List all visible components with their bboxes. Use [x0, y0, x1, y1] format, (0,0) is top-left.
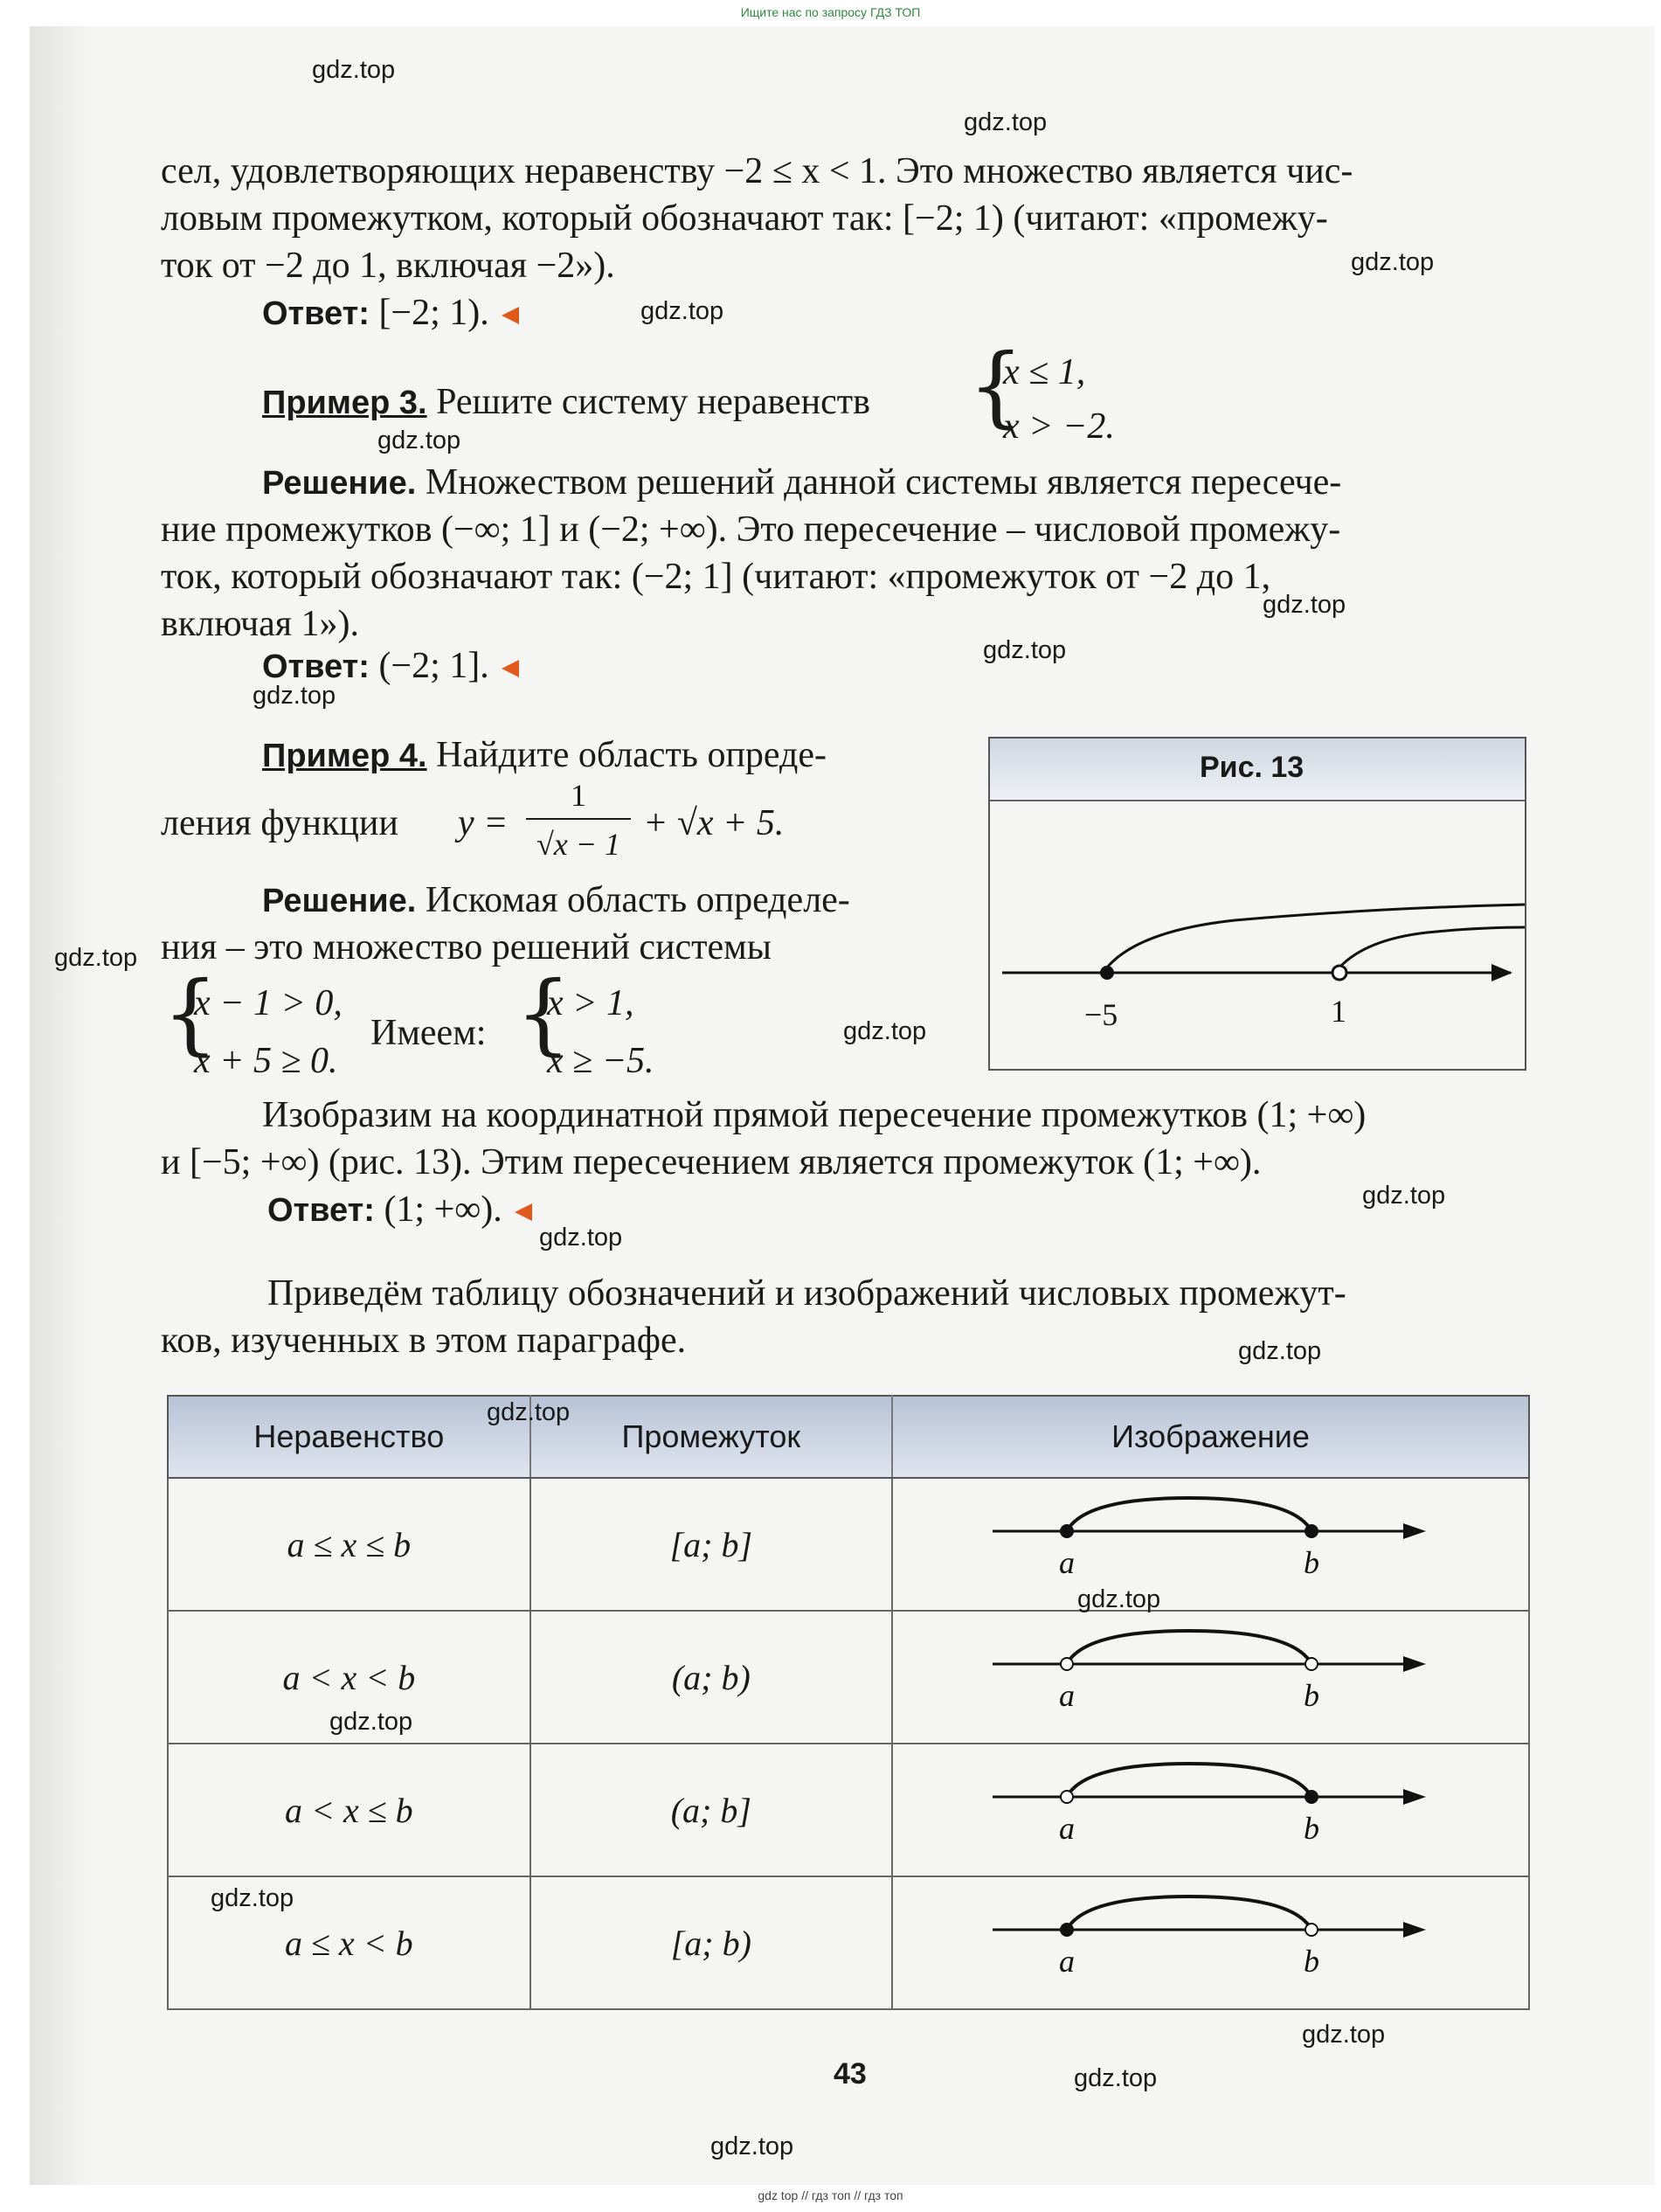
- example-4-heading: [262, 732, 827, 779]
- example-label: Пример 3.: [262, 385, 427, 421]
- point-label: a: [1058, 1545, 1075, 1580]
- system-line: x − 1 > 0,: [194, 983, 343, 1023]
- table-row: [168, 1744, 1529, 1876]
- closed-point: [1100, 966, 1114, 980]
- watermark: gdz.top: [539, 1224, 623, 1252]
- watermark: gdz.top: [843, 1017, 927, 1045]
- point-label: b: [1303, 1678, 1319, 1713]
- watermark: gdz.top: [329, 1708, 413, 1736]
- open-point: [1061, 1658, 1073, 1670]
- solution-label: Решение.: [262, 883, 417, 919]
- point-label: a: [1058, 1944, 1075, 1979]
- text-line: Приведём таблицу обозначений и изображений числовых промежут-: [267, 1273, 1346, 1314]
- text-line: Изобразим на координатной прямой пересечение промежутков (1; +∞): [262, 1095, 1367, 1135]
- system-brace-icon: {: [516, 962, 571, 1064]
- interval-cell: [a; b): [530, 1876, 892, 2009]
- interval-arc: [1339, 927, 1525, 967]
- point-label: b: [1303, 1811, 1319, 1846]
- example-text: Решите систему неравенств: [436, 382, 870, 422]
- interval-arc: [1067, 1764, 1311, 1797]
- interval-diagram: [993, 1753, 1429, 1858]
- interval-cell: (a; b): [530, 1611, 892, 1744]
- watermark: gdz.top: [1362, 1182, 1446, 1210]
- text-line: Найдите область опреде-: [436, 735, 827, 775]
- figure-caption: Рис. 13: [1200, 751, 1305, 784]
- text-line: ления функции: [161, 803, 398, 843]
- answer-value: (1; +∞).: [384, 1189, 502, 1230]
- system-line: x + 5 ≥ 0.: [194, 1041, 338, 1081]
- text-line: ловым промежутком, который обозначают так: [−2; 1) (читают: «промежу-: [161, 198, 1328, 239]
- solution-3: [262, 460, 1341, 506]
- column-header: Изображение: [892, 1396, 1529, 1478]
- axis-arrow-icon: [1403, 1656, 1426, 1672]
- example-label: Пример 4.: [262, 738, 427, 774]
- interval-diagram: [993, 1886, 1429, 1991]
- point-label: b: [1303, 1545, 1319, 1580]
- footer-note: gdz top // гдз топ // гдз топ: [758, 2188, 903, 2202]
- answer-label: Ответ:: [262, 648, 370, 685]
- open-point: [1305, 1658, 1318, 1670]
- answer-value: [−2; 1).: [378, 293, 489, 333]
- column-header: Неравенство: [168, 1396, 530, 1478]
- watermark: gdz.top: [1077, 1585, 1161, 1613]
- watermark: gdz.top: [54, 944, 138, 972]
- text-line: Имеем:: [370, 1013, 487, 1053]
- axis-arrow-icon: [1403, 1922, 1426, 1938]
- example-3-heading: [262, 379, 870, 426]
- text-line: ния – это множество решений системы: [161, 927, 772, 967]
- answer-4: [267, 1187, 532, 1233]
- text-line: ков, изученных в этом параграфе.: [161, 1321, 687, 1361]
- interval-cell: [a; b]: [530, 1478, 892, 1611]
- point-label: a: [1058, 1811, 1075, 1846]
- interval-arc: [1067, 1498, 1311, 1531]
- end-marker-icon: [502, 660, 519, 677]
- text-line: Множеством решений данной системы является пересече-: [425, 462, 1342, 503]
- text-line: ние промежутков (−∞; 1] и (−2; +∞). Это пересечение – числовой промежу-: [161, 510, 1341, 550]
- text-line: сел, удовлетворяющих неравенству −2 ≤ x < 1. Это множество является чис-: [161, 151, 1353, 191]
- image-cell: [892, 1611, 1529, 1744]
- fraction-numerator: 1: [571, 778, 586, 813]
- watermark: gdz.top: [211, 1884, 294, 1912]
- column-header: Промежуток: [530, 1396, 892, 1478]
- point-label: −5: [1084, 997, 1118, 1032]
- text-line: включая 1»).: [161, 604, 360, 644]
- axis-arrow-icon: [1403, 1789, 1426, 1805]
- open-point: [1061, 1791, 1073, 1803]
- interval-diagram: [993, 1620, 1429, 1725]
- interval-arc: [1107, 905, 1525, 967]
- watermark: gdz.top: [1074, 2064, 1158, 2092]
- solution-4: [262, 877, 850, 924]
- point-label: a: [1058, 1678, 1075, 1713]
- closed-point: [1305, 1791, 1318, 1803]
- interval-arc: [1067, 1896, 1311, 1930]
- end-marker-icon: [502, 307, 519, 324]
- fraction-denominator: √x − 1: [536, 827, 621, 862]
- system-brace-icon: {: [968, 335, 1024, 437]
- answer-label: Ответ:: [262, 295, 370, 332]
- system-line: x > −2.: [1003, 406, 1115, 447]
- watermark: gdz.top: [983, 636, 1067, 664]
- table-header-row: [168, 1396, 1529, 1478]
- text-line: ток, который обозначают так: (−2; 1] (читают: «промежуток от −2 до 1,: [161, 557, 1271, 597]
- function-lhs: y =: [458, 803, 509, 843]
- table-row: [168, 1478, 1529, 1611]
- header-note: Ищите нас по запросу ГДЗ ТОП: [740, 5, 921, 19]
- answer-value: (−2; 1].: [378, 646, 489, 686]
- inequality-cell: a ≤ x ≤ b: [168, 1478, 530, 1611]
- watermark: gdz.top: [964, 108, 1048, 136]
- watermark: gdz.top: [640, 297, 724, 325]
- figure-13: [988, 737, 1526, 1071]
- image-cell: [892, 1478, 1529, 1611]
- watermark: gdz.top: [710, 2132, 794, 2160]
- interval-arc: [1067, 1631, 1311, 1664]
- watermark: gdz.top: [487, 1398, 571, 1426]
- answer-1: [262, 290, 519, 336]
- interval-diagram: [993, 1487, 1429, 1592]
- interval-cell: (a; b]: [530, 1744, 892, 1876]
- inequality-cell: a < x ≤ b: [168, 1744, 530, 1876]
- system-line: x > 1,: [547, 983, 634, 1023]
- inequality-cell: a < x < b: [168, 1611, 530, 1744]
- text-line: ток от −2 до 1, включая −2»).: [161, 246, 615, 286]
- table-row: [168, 1876, 1529, 2009]
- image-cell: [892, 1876, 1529, 2009]
- text-line: Искомая область определе-: [425, 880, 850, 920]
- point-label: 1: [1331, 994, 1346, 1029]
- answer-label: Ответ:: [267, 1192, 375, 1229]
- axis-arrow-icon: [1403, 1523, 1426, 1539]
- watermark: gdz.top: [1238, 1337, 1322, 1365]
- open-point: [1332, 966, 1346, 980]
- point-label: b: [1303, 1944, 1319, 1979]
- page-shadow: [30, 26, 91, 2185]
- end-marker-icon: [515, 1203, 532, 1221]
- system-line: x ≤ 1,: [1003, 352, 1086, 392]
- closed-point: [1305, 1525, 1318, 1537]
- watermark: gdz.top: [312, 56, 396, 84]
- inequality-cell: a ≤ x < b: [168, 1876, 530, 2009]
- text-line: и [−5; +∞) (рис. 13). Этим пересечением является промежуток (1; +∞).: [161, 1142, 1262, 1182]
- intervals-table: [167, 1395, 1530, 2010]
- closed-point: [1061, 1525, 1073, 1537]
- open-point: [1305, 1924, 1318, 1936]
- watermark: gdz.top: [1351, 248, 1435, 276]
- watermark: gdz.top: [253, 682, 336, 710]
- system-line: x ≥ −5.: [547, 1041, 654, 1081]
- watermark: gdz.top: [377, 426, 461, 454]
- system-brace-icon: {: [163, 962, 218, 1064]
- fraction-bar: [526, 818, 631, 820]
- axis-arrow-icon: [1491, 964, 1512, 981]
- solution-label: Решение.: [262, 465, 417, 502]
- number-line-diagram: [990, 800, 1525, 1067]
- image-cell: [892, 1744, 1529, 1876]
- closed-point: [1061, 1924, 1073, 1936]
- page-number: 43: [834, 2057, 867, 2091]
- function-tail: + √x + 5.: [643, 803, 785, 843]
- watermark: gdz.top: [1302, 2021, 1386, 2049]
- watermark: gdz.top: [1263, 591, 1346, 619]
